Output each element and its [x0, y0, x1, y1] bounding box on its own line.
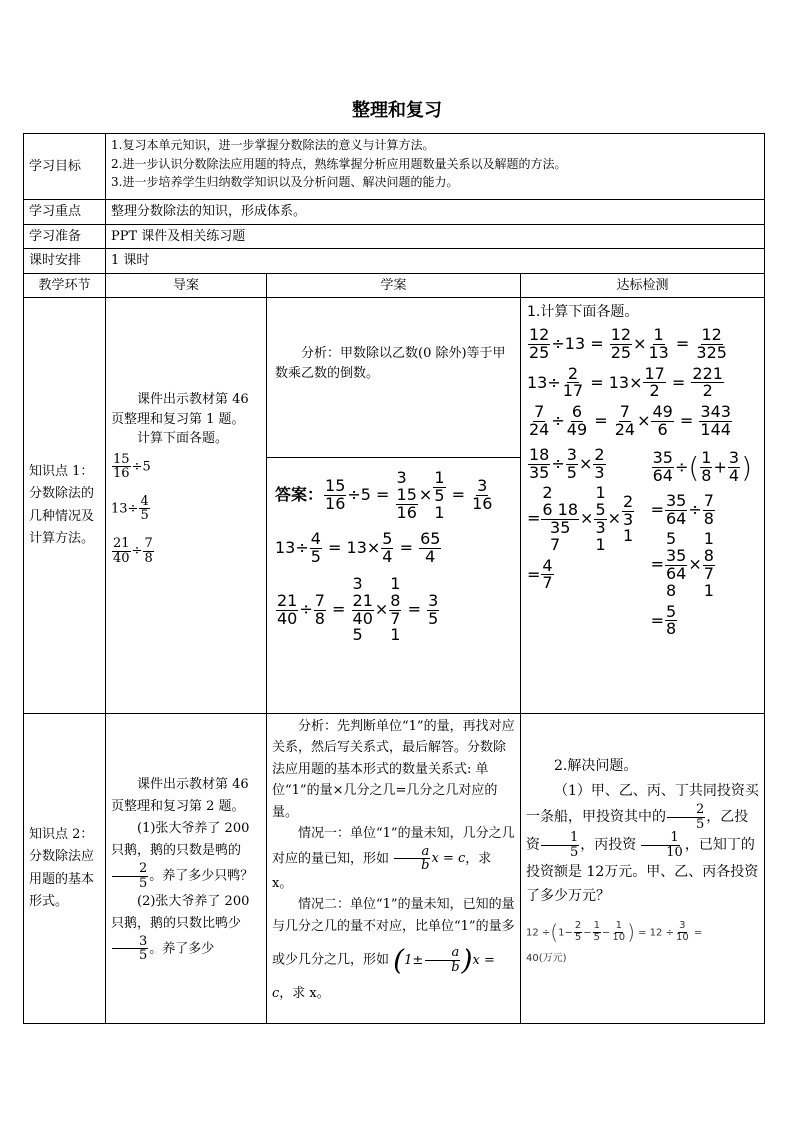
k1-check: [521, 298, 765, 714]
k1-check-title: 1.计算下面各题。: [527, 304, 639, 320]
answer-label: 答案：: [275, 485, 324, 505]
focus-value: 整理分数除法的知识，形成体系。: [106, 200, 765, 225]
schedule-value: 1 课时: [106, 249, 765, 274]
k2-solution: 12 ÷(1− $\frac{2}{5}$ − $\frac{1}{5}$ − $\frac{1}{10}$ ) = 12 ÷ $\frac{3}{10}$ = 40(万元): [526, 915, 759, 968]
header-guide: 导案: [106, 273, 267, 298]
k2-guide-q2: (2)张大爷养了 200 只鹅，鹅的只数比鸭少 $\frac{3}{5}$ 。养了多少: [111, 893, 250, 964]
k2-solution-result: 40(万元): [526, 952, 567, 964]
lesson-plan-table: [23, 133, 765, 1024]
k2-check: [521, 714, 765, 1024]
page-title: 整理和复习: [352, 100, 442, 121]
k2-check-question: （1）甲、乙、丙、丁共同投资买一条船，甲投资其中的 $\frac{2}{5}$ ，乙投资 $\frac{1}{5}$ ，丙投资 $\frac{1}{10}$ ，已知丁的投资额是 12万元。甲、乙、丙各投资了多少万元？: [526, 782, 759, 905]
header-stage: 教学环节: [24, 273, 106, 298]
k1-analysis: 分析：甲数除以乙数(0 除外)等于甲数乘乙数的倒数。: [275, 346, 506, 381]
answer-line-3: $\frac{21}{40}$ ÷ $\frac{7}{8}$ = 3 21 40 5 × 1 8 7 1 = $\frac{3}{5}$: [277, 573, 439, 645]
goals-cell: [106, 134, 765, 200]
answer-line-2: 13÷ $\frac{4}{5}$ = 13× $\frac{5}{4}$ = $\frac{65}{4}$: [275, 529, 441, 567]
goal-item: 2.进一步认识分数除法应用题的特点，熟练掌握分析应用题数量关系以及解题的方法。: [111, 156, 567, 171]
focus-label: 学习重点: [24, 200, 106, 225]
check-col-left: $\frac{18}{35}$ ÷ $\frac{3}{5}$ × $\frac{2}{3}$ = 2 6 18 35 7 × 1 5 3 1 × 2 3 1 = $\frac{4}{7}$: [527, 444, 634, 593]
goals-label: 学习目标: [24, 134, 106, 200]
prep-label: 学习准备: [24, 224, 106, 249]
check-line-1: $\frac{12}{25}$ ÷13 = $\frac{12}{25}$ × $\frac{1}{13}$ = $\frac{12}{325}$: [529, 325, 727, 362]
check-col-right: $\frac{35}{64}$ ÷( $\frac{1}{8}$ + $\frac{3}{4}$ ) = $\frac{35}{64}$ ÷ $\frac{7}{8}$ = 5 35 64 8 × 1 8 7 1 = $\frac{5}{8}$: [650, 448, 752, 639]
goal-item: 3.进一步培养学生归纳数学知识以及分析问题、解决问题的能力。: [111, 175, 459, 190]
k2-case1: 情况一：单位“1”的量未知，几分之几对应的量已知，形如 $\frac{a}{b}$ x = c，求 x。: [272, 826, 515, 891]
check-line-2: 13÷ $\frac{2}{17}$ = 13× $\frac{17}{2}$ = $\frac{221}{2}$: [527, 363, 723, 401]
guide-expr-1: $\frac{15}{16}$ ÷5: [113, 451, 151, 482]
k2-guide-text: 课件出示教材第 46 页整理和复习第 2 题。: [111, 777, 249, 815]
header-check: 达标检测: [521, 273, 765, 298]
check-line-3: $\frac{7}{24}$ ÷ $\frac{6}{49}$ = $\frac{7}{24}$ × $\frac{49}{6}$ = $\frac{343}{144}$: [529, 402, 731, 439]
k1-guide-text2: 计算下面各题。: [137, 431, 229, 446]
k2-guide-q1: (1)张大爷养了 200 只鹅，鹅的只数是鸭的 $\frac{2}{5}$ 。养了多少只鸭？: [111, 821, 254, 892]
k2-guide: [106, 714, 267, 1024]
k1-study: [267, 298, 521, 714]
guide-expr-3: $\frac{21}{40}$ ÷ $\frac{7}{8}$: [113, 536, 153, 566]
k2-check-title: 2.解决问题。: [554, 758, 638, 774]
k2-label: 知识点 2：分数除法应用题的基本形式。: [24, 714, 106, 1024]
k1-guide: [106, 298, 267, 714]
schedule-label: 课时安排: [24, 249, 106, 274]
prep-value: PPT 课件及相关练习题: [106, 224, 765, 249]
goal-item: 1.复习本单元知识，进一步掌握分数除法的意义与计算方法。: [111, 138, 435, 152]
header-study: 学案: [267, 273, 521, 298]
k2-study: [267, 714, 521, 1024]
answer-line-1: 答案： $\frac{15}{16}$ ÷5 = 3 15 16 × 1 5 1 = $\frac{3}{16}$: [275, 468, 493, 522]
guide-expr-2: 13÷ $\frac{4}{5}$: [111, 493, 149, 524]
k1-label: 知识点 1：分数除法的几种情况及计算方法。: [24, 298, 106, 714]
k2-case2: 情况二：单位“1”的量未知，已知的量与几分之几的量不对应，比单位“1”的量多或少几分之几，形如 (1± $\frac{a}{b}$ )x = c，求 x。: [272, 897, 515, 1002]
k2-analysis: 分析：先判断单位“1”的量，再找对应关系，然后写关系式，最后解答。分数除法应用题的基本形式的数量关系式: 单位“1”的量×几分之几=几分之几对应的量。: [272, 719, 515, 820]
k1-guide-text: 课件出示教材第 46 页整理和复习第 1 题。: [111, 392, 249, 427]
